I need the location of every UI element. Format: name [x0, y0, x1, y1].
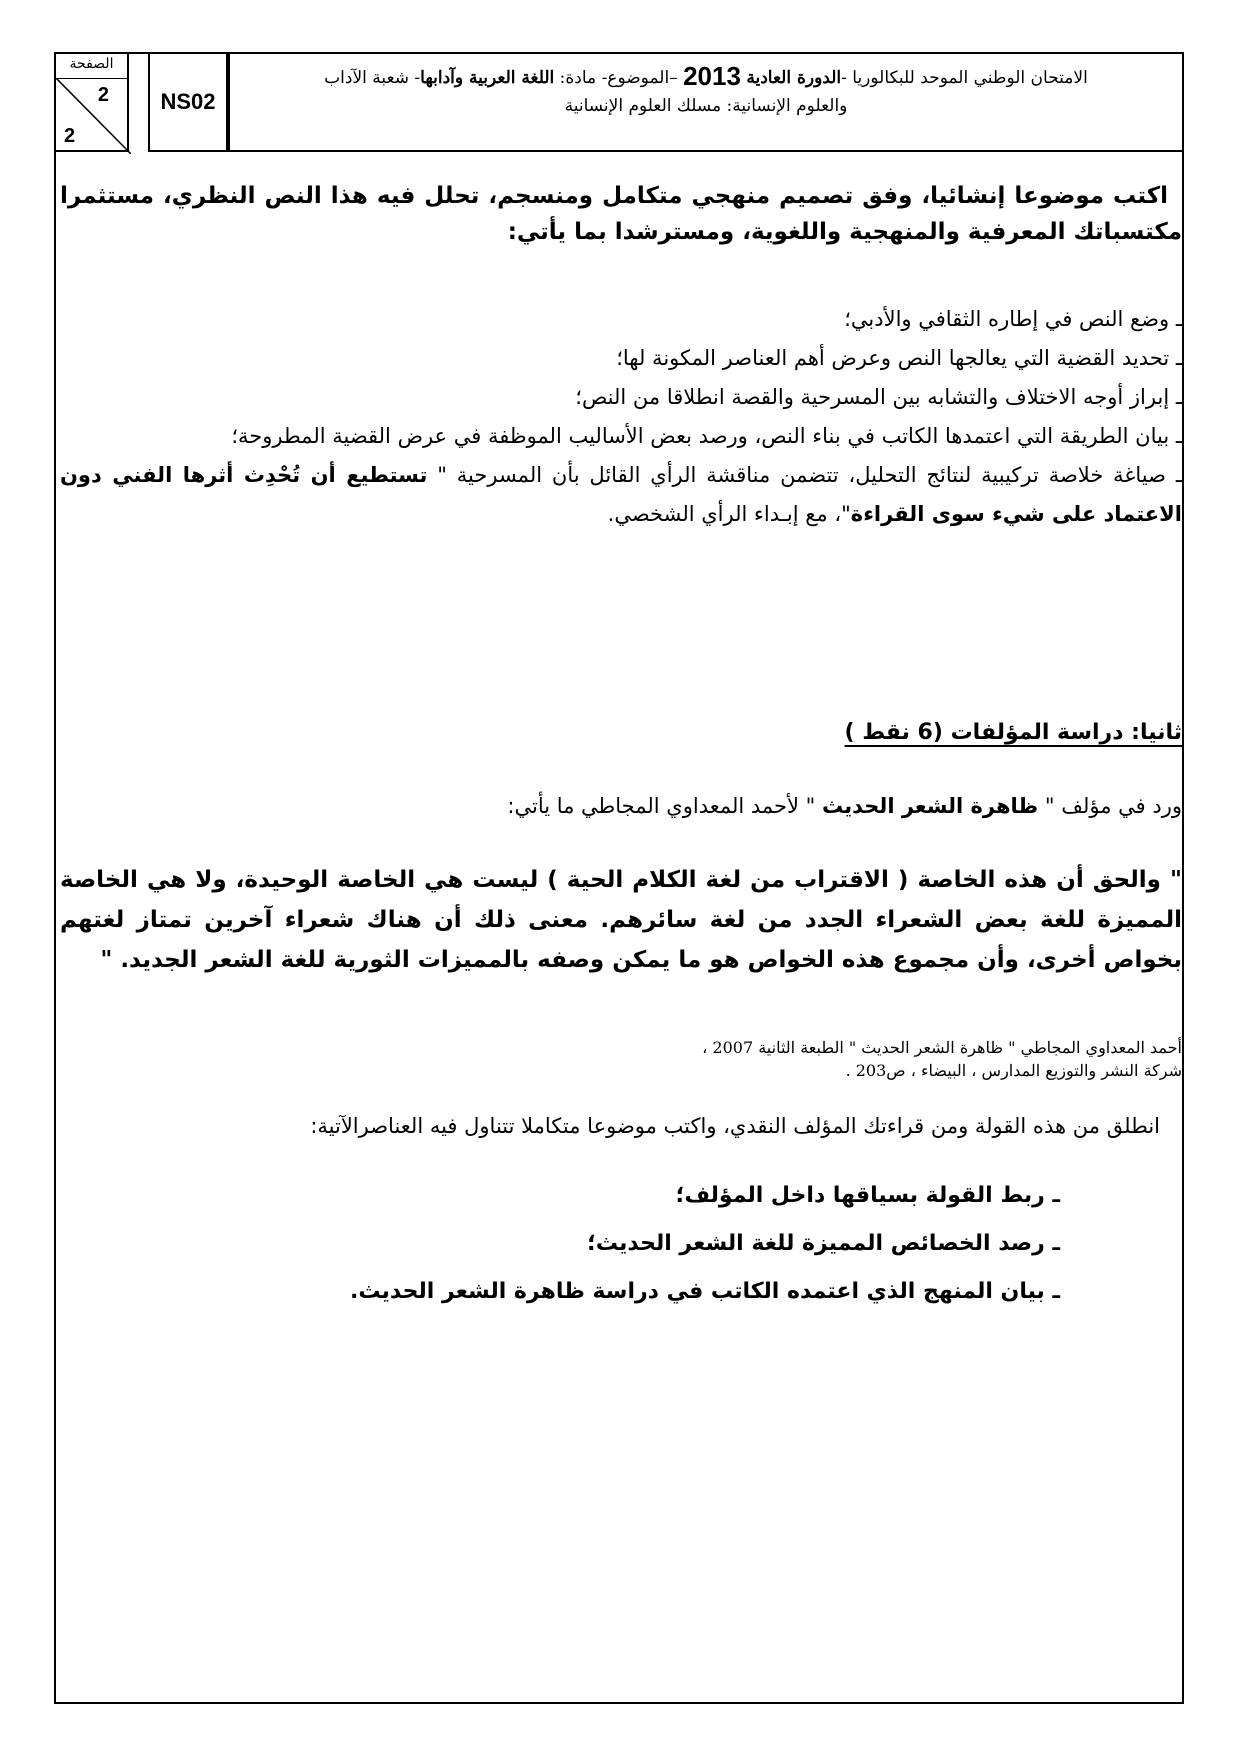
quote-lead — [60, 790, 1182, 822]
final-instruction-suffix: "، مع إبـداء الرأي الشخصي. — [607, 502, 851, 526]
title-part3: - شعبة الآداب — [324, 68, 421, 88]
essay-instruction: اكتب موضوعا إنشائيا، وفق تصميم منهجي متكامل ومنسجم، تحلل فيه هذا النص النظري، مستثمرا مكتسباتك المعرفية والمنهجية واللغوية، ومسترشدا بما يأتي: — [60, 183, 1182, 245]
page-label: الصفحة — [69, 56, 114, 72]
lead-prefix: ورد في مؤلف " — [1044, 794, 1182, 818]
instruction-item-final — [60, 456, 1182, 534]
section-title: ثانيا: دراسة المؤلفات (6 نقط ) — [844, 720, 1182, 745]
title-session: الدورة العادية — [746, 68, 842, 88]
quote-source — [702, 1036, 1182, 1082]
book-title: ظاهرة الشعر الحديث — [822, 794, 1039, 818]
title-part2: –الموضوع- مادة: — [559, 68, 678, 88]
instruction-list — [60, 300, 1182, 534]
title-subject: اللغة العربية وآدابها — [420, 68, 555, 88]
instruction-item: ـ وضع النص في إطاره الثقافي والأدبي؛ — [844, 307, 1182, 331]
exam-title — [228, 52, 1184, 152]
exam-title-line2: والعلوم الإنسانية: مسلك العلوم الإنسانية — [564, 96, 848, 116]
instruction-item: ـ تحديد القضية التي يعالجها النص وعرض أهم العناصر المكونة لها؛ — [616, 346, 1182, 370]
task-point: ـ بيان المنهج الذي اعتمده الكاتب في دراسة ظاهرة الشعر الحديث. — [350, 1279, 1060, 1304]
exam-title-line1 — [244, 62, 1168, 92]
task-point: ـ ربط القولة بسياقها داخل المؤلف؛ — [675, 1183, 1060, 1208]
source-line: أحمد المعداوي المجاطي " ظاهرة الشعر الحديث " الطبعة الثانية 2007 ، — [702, 1038, 1182, 1057]
instruction-item: ـ بيان الطريقة التي اعتمدها الكاتب في بناء النص، ورصد بعض الأساليب الموظفة في عرض القضية المطروحة؛ — [231, 424, 1182, 448]
task-instruction: انطلق من هذه القولة ومن قراءتك المؤلف النقدي، واكتب موضوعا متكاملا تتناول فيه العناصرالآتية: — [310, 1114, 1160, 1138]
exam-code: NS02 — [148, 52, 228, 152]
page-number-box — [54, 52, 129, 152]
page-total: 2 — [64, 125, 76, 147]
title-year: 2013 — [683, 61, 741, 91]
source-line: شركة النشر والتوزيع المدارس ، البيضاء ، ص203 . — [845, 1061, 1182, 1080]
lead-suffix: " لأحمد المعداوي المجاطي ما يأتي: — [507, 794, 816, 818]
task-points — [350, 1172, 1060, 1316]
final-instruction-prefix: ـ صياغة خلاصة تركيبية لنتائج التحليل، تتضمن مناقشة الرأي القائل بأن المسرحية " — [437, 463, 1182, 487]
title-part1: الامتحان الوطني الموحد للبكالوريا - — [841, 68, 1088, 88]
page-number: 2 — [97, 84, 109, 106]
final-instruction-quote: تستطيع أن تُحْدِث أثرها الفني دون الاعتماد على شيء سوى القراءة — [60, 463, 1182, 526]
task-point: ـ رصد الخصائص المميزة للغة الشعر الحديث؛ — [587, 1231, 1060, 1256]
instruction-item: ـ إبراز أوجه الاختلاف والتشابه بين المسرحية والقصة انطلاقا من النص؛ — [575, 385, 1182, 409]
quote-text: " والحق أن هذه الخاصة ( الاقتراب من لغة الكلام الحية ) ليست هي الخاصة الوحيدة، ولا هي الخاصة المميزة للغة بعض الشعراء الجدد من لغة سائرهم. معنى ذلك أن هناك شعراء آخرين تمتاز لغتهم بخواص أخرى، وأن مجموع هذه الخواص هو ما يمكن وصفه بالمميزات الثورية للغة الشعر الجديد. " — [60, 867, 1182, 973]
